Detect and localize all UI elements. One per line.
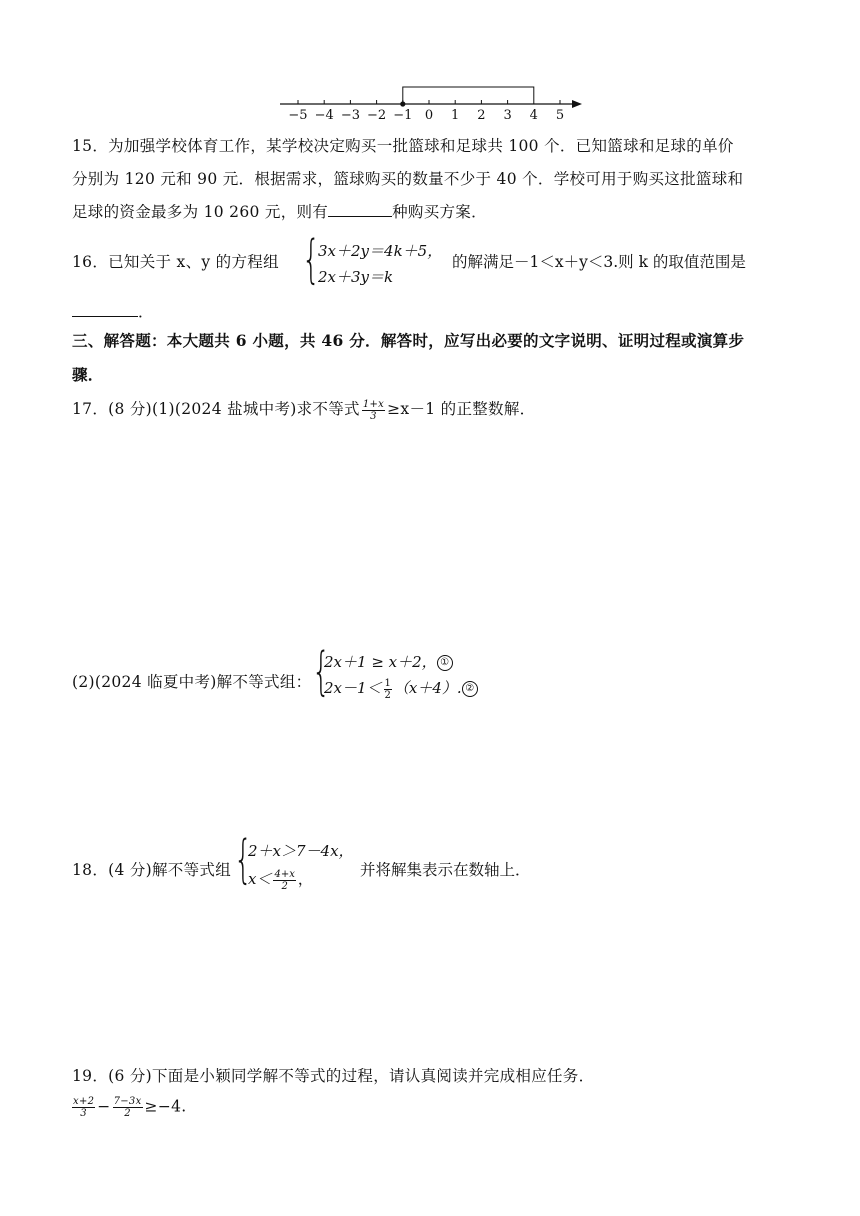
q17-inequality-1 [324,651,453,672]
number-line-tick-label: −3 [340,108,360,123]
q17-inequality-1-text: 2x＋1 ≥ x＋2， [324,653,437,671]
q18-inequality-2 [248,868,313,892]
q16-brace: { [302,230,321,290]
number-line-tick-label: 1 [451,108,460,123]
q17-inequality-2-frac-num: 1 [384,677,391,689]
number-line-tick-label: −4 [314,108,334,123]
q17-inequality-2-b: （x＋4）. [393,679,462,697]
q17-part-2-prefix: (2)(2024 临夏中考)解不等式组： [72,673,312,691]
q17-part-1-suffix: ≥x－1 的正整数解． [387,400,536,418]
q16-equation-2: 2x＋3y＝k [318,268,394,286]
q18-prefix: 18．(4 分)解不等式组 [72,861,232,879]
number-line [270,78,590,124]
q17-part-1-prefix: 17．(8 分)(1)(2024 盐城中考)求不等式 [72,400,360,418]
q17-inequality-2-a: 2x－1＜ [324,679,382,697]
number-line-tick-label: 2 [477,108,486,123]
q18-frac-num: 4+x [274,868,295,880]
number-line-tick-label: 3 [503,108,512,123]
q16-answer-line [72,300,154,322]
q19-frac1-den: 3 [80,1108,87,1119]
q17-inequality-2-frac-den: 2 [384,689,391,701]
q17-inequality-2 [324,677,478,701]
q17-brace: { [312,642,331,702]
q16-answer-blank[interactable] [72,302,138,317]
q18-inequality-1: 2＋x＞7－4x， [248,842,354,860]
number-line-tick-label: 0 [424,108,434,123]
q15-answer-blank[interactable] [328,202,392,217]
number-line-tick-label: −5 [288,108,308,123]
q17-mark-1: ① [437,655,453,671]
q16-equation-1: 3x＋2y＝4k＋5， [318,242,443,260]
number-line-solid-dot [400,101,405,106]
section3-heading-line-1: 三、解答题：本大题共 6 小题，共 46 分．解答时，应写出必要的文字说明、证明过程或演算步 [72,331,745,350]
q19-frac1-num: x+2 [73,1096,95,1107]
q19-frac2-den: 2 [124,1108,131,1119]
q19-minus: − [97,1097,111,1116]
q19-fraction-2 [113,1096,143,1119]
q17-fraction [362,399,385,422]
number-line-solution-ray [403,87,534,104]
q18-frac-den: 2 [281,880,288,892]
section3-heading-line-2: 骤． [72,365,104,384]
q18-brace: { [234,830,253,890]
number-line-tick-label: −2 [367,108,387,123]
q15-line-3-end: 种购买方案． [392,203,487,221]
q19-inequality [72,1096,187,1119]
q19-frac2-num: 7−3x [113,1096,142,1107]
q17-part-1 [72,397,535,422]
q17-fraction-denominator: 3 [370,410,377,422]
q19-line-1: 19．(6 分)下面是小颖同学解不等式的过程，请认真阅读并完成相应任务． [72,1067,595,1085]
q18-suffix: 并将解集表示在数轴上． [360,861,531,879]
q17-mark-2: ② [462,681,478,697]
q15-line-3-text: 足球的资金最多为 10 260 元，则有 [72,203,329,221]
q16-prefix: 16．已知关于 x、y 的方程组 [72,253,279,271]
q16-end: ． [138,303,154,321]
number-line-tick-label: −1 [393,108,413,123]
number-line-tick-label: 5 [555,108,565,123]
q18-inequality-2-fraction [273,869,295,892]
q15-line-2: 分别为 120 元和 90 元．根据需求，篮球购买的数量不少于 40 个．学校可用于购买这批篮球和 [72,170,744,188]
q19-rest: ≥−4. [144,1097,187,1116]
number-line-tick-label: 4 [529,108,538,123]
q15-line-3 [72,200,487,222]
q15-line-1: 15．为加强学校体育工作，某学校决定购买一批篮球和足球共 100 个．已知篮球和足球的单价 [72,137,734,155]
q19-fraction-1 [72,1096,95,1119]
q16-suffix: 的解满足－1＜x＋y＜3.则 k 的取值范围是 [452,253,746,271]
q18-inequality-2-b: ， [297,870,313,888]
q17-fraction-numerator: 1+x [362,398,385,410]
q17-inequality-2-fraction [384,678,392,701]
q18-inequality-2-a: x＜ [248,870,272,888]
